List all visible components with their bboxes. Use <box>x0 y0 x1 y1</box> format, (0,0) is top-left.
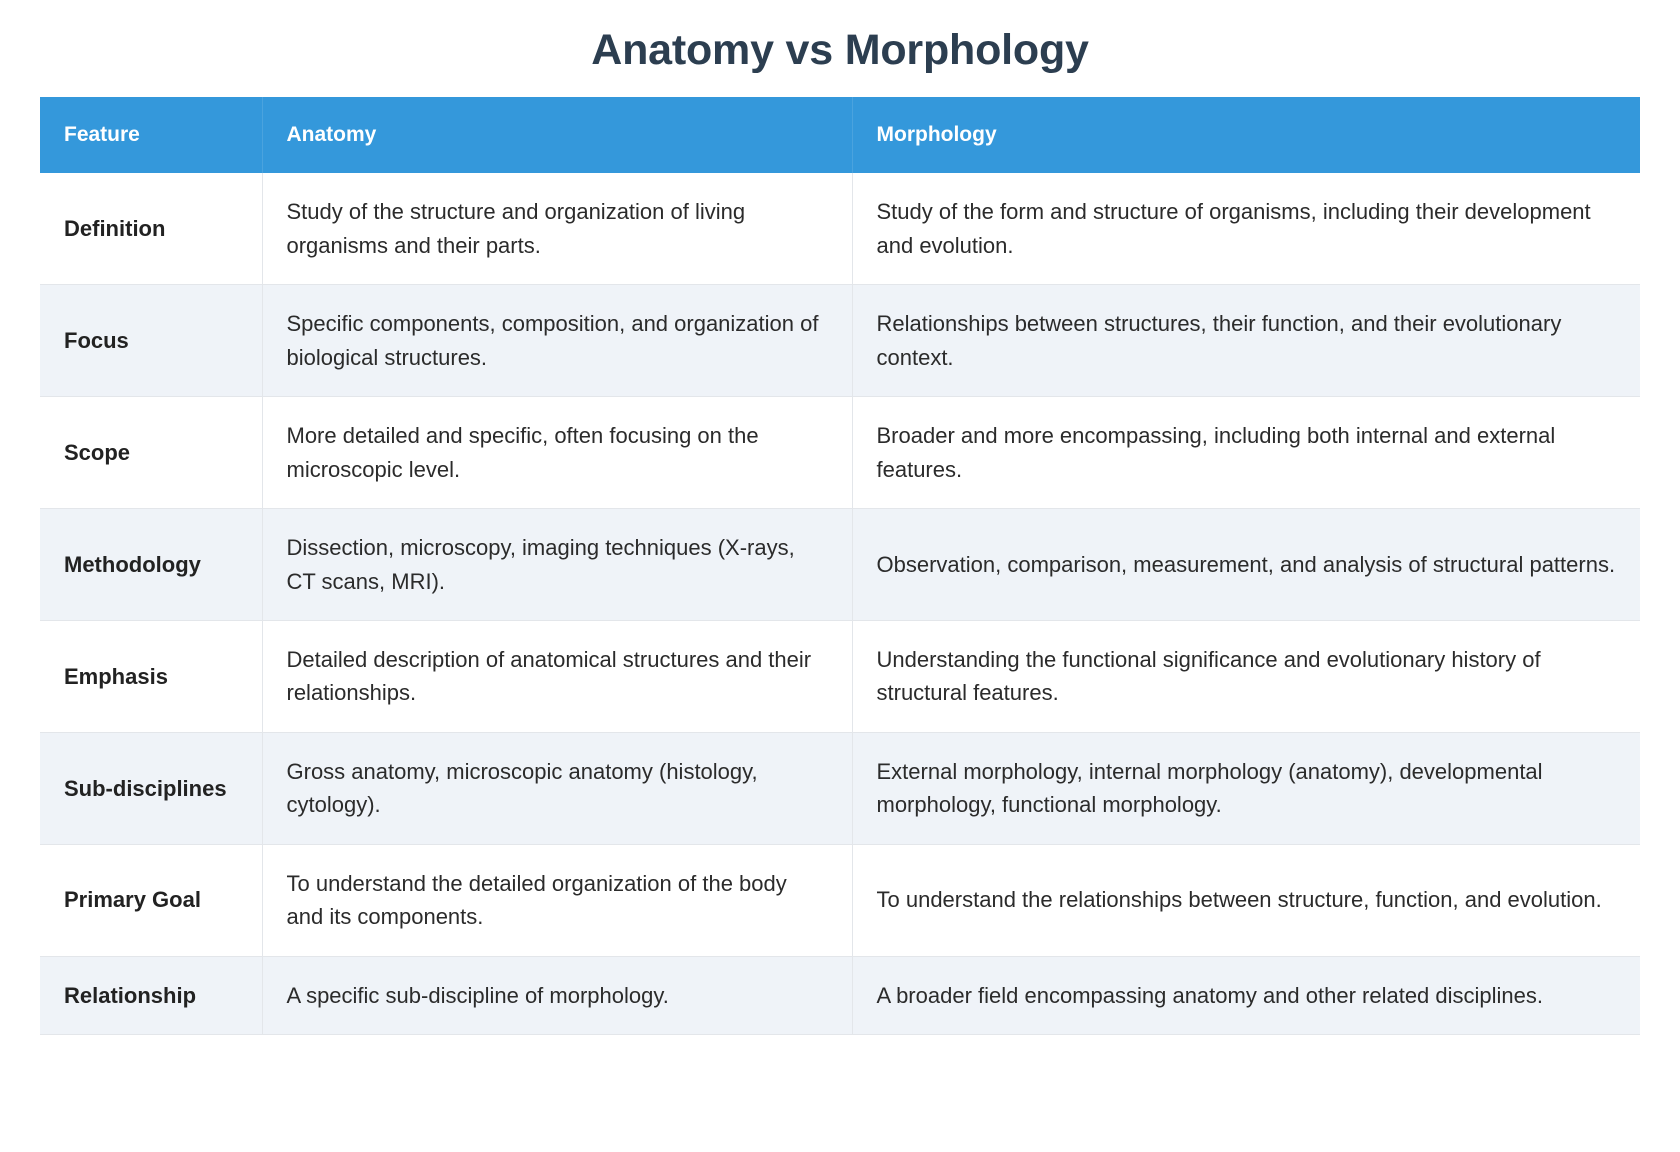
cell-anatomy: Dissection, microscopy, imaging techniques (X-rays, CT scans, MRI). <box>262 509 852 621</box>
cell-anatomy: A specific sub-discipline of morphology. <box>262 956 852 1034</box>
cell-morphology: To understand the relationships between structure, function, and evolution. <box>852 844 1640 956</box>
cell-feature: Primary Goal <box>40 844 262 956</box>
cell-feature: Emphasis <box>40 620 262 732</box>
cell-feature: Methodology <box>40 509 262 621</box>
table-row <box>40 285 1640 397</box>
cell-anatomy: Study of the structure and organization of living organisms and their parts. <box>262 173 852 284</box>
table-row <box>40 732 1640 844</box>
cell-morphology: Understanding the functional significance and evolutionary history of structural features. <box>852 620 1640 732</box>
table-row <box>40 509 1640 621</box>
cell-anatomy: Detailed description of anatomical structures and their relationships. <box>262 620 852 732</box>
table-header <box>40 97 1640 173</box>
cell-feature: Definition <box>40 173 262 284</box>
table-row <box>40 844 1640 956</box>
cell-morphology: Relationships between structures, their function, and their evolutionary context. <box>852 285 1640 397</box>
cell-anatomy: More detailed and specific, often focusing on the microscopic level. <box>262 397 852 509</box>
cell-feature: Sub-disciplines <box>40 732 262 844</box>
page-title: Anatomy vs Morphology <box>591 26 1089 74</box>
cell-morphology: Study of the form and structure of organisms, including their development and evolution. <box>852 173 1640 284</box>
cell-morphology: Observation, comparison, measurement, and analysis of structural patterns. <box>852 509 1640 621</box>
cell-feature: Scope <box>40 397 262 509</box>
column-header-morphology: Morphology <box>852 97 1640 173</box>
table-header-row <box>40 97 1640 173</box>
cell-morphology: A broader field encompassing anatomy and other related disciplines. <box>852 956 1640 1034</box>
cell-feature: Focus <box>40 285 262 397</box>
cell-morphology: External morphology, internal morphology (anatomy), developmental morphology, functional morphology. <box>852 732 1640 844</box>
table-row <box>40 173 1640 284</box>
comparison-table <box>40 97 1640 1035</box>
table-row <box>40 397 1640 509</box>
cell-anatomy: Gross anatomy, microscopic anatomy (histology, cytology). <box>262 732 852 844</box>
table-row <box>40 620 1640 732</box>
cell-anatomy: To understand the detailed organization of the body and its components. <box>262 844 852 956</box>
cell-morphology: Broader and more encompassing, including both internal and external features. <box>852 397 1640 509</box>
column-header-anatomy: Anatomy <box>262 97 852 173</box>
table-container <box>40 97 1640 1035</box>
table-body <box>40 173 1640 1034</box>
cell-anatomy: Specific components, composition, and organization of biological structures. <box>262 285 852 397</box>
cell-feature: Relationship <box>40 956 262 1034</box>
table-row <box>40 956 1640 1034</box>
column-header-feature: Feature <box>40 97 262 173</box>
